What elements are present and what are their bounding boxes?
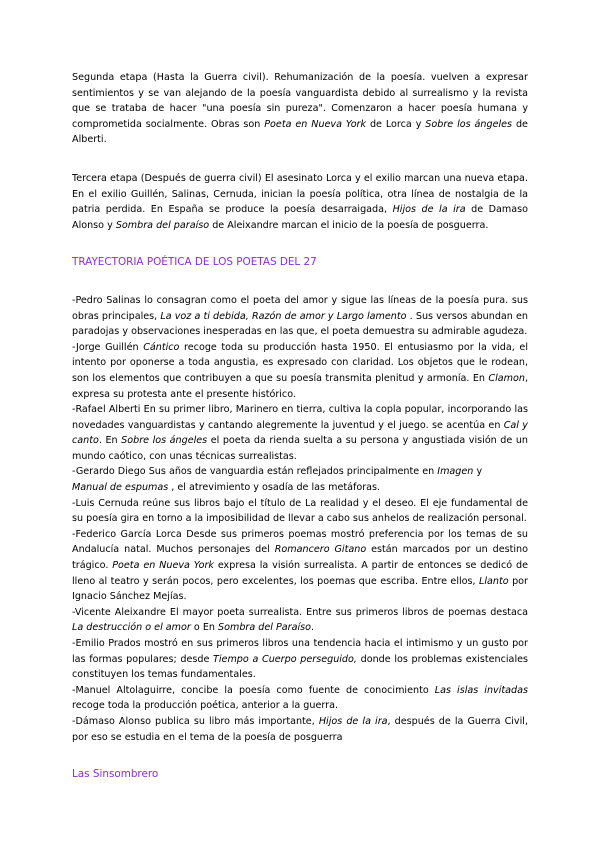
book-title: La destrucción o el amor [72,622,191,634]
book-title: Hijos de la ira [392,204,466,216]
book-title: Clamon [488,372,525,384]
book-title: Poeta en Nueva York [112,560,214,572]
entry-aleixandre [72,605,528,636]
book-title: La voz a ti debida, Razón de amor y Largo lamento [160,310,407,322]
text-run: , el atrevimiento y osadía de las metáforas. [168,482,381,494]
book-title: Sobre los ángeles [425,118,513,130]
text-run: , después de la Guerra Civil, por eso se estudia en el tema de la poesía de posguerra [72,715,528,743]
text-run: . En [98,435,122,447]
text-run: por Ignacio Sánchez Mejías. [72,575,528,603]
text-run: de Lorca y [366,118,426,130]
entry-alberti [72,402,528,464]
entry-guillen [72,340,528,402]
text-run: . Sus versos abundan en paradojas y observaciones inesperadas en las que, el poeta demuestra su admirable agudeza. [72,310,528,338]
entry-cernuda: -Luis Cernuda reúne sus libros bajo el título de La realidad y el deseo. El eje fundamental de su poesía gira en torno a la imposibilidad de llevar a cabo sus anhelos de realización personal. [72,497,528,525]
book-title: Llanto [479,575,509,587]
text-run: recoge toda la producción poética, anterior a la guerra. [72,700,339,712]
text-run: -Rafael Alberti En su primer libro, Marinero en tierra, cultiva la copla popular, incorporando las novedades vanguardistas y cantando alegremente la juventud y el juego. se acentúa en [72,404,528,431]
text-run: -Emilio Prados mostró en sus primeros libros una tendencia hacia el intimismo y un gusto por las formas populares; desde [72,638,528,665]
entry-prados [72,636,528,683]
entry-diego-line1 [72,464,528,480]
book-title: Manual de espumas [72,482,169,494]
text-run: Tercera etapa (Después de guerra civil) El asesinato Lorca y el exilio marcan una nueva etapa. En el exilio Guillén, Salinas, Cernuda, inician la poesía política, otra línea de nostalgia de la patria perdida. En España se produce la poesía desarraigada, [72,172,528,216]
text-run: están marcados por un destino trágico. [72,544,528,572]
text-run: y [473,466,483,478]
paragraph-segunda-etapa [72,70,528,148]
book-title: Hijos de la ira [318,715,388,727]
section-heading-trayectoria: TRAYECTORIA POÉTICA DE LOS POETAS DEL 27 [72,256,317,269]
text-run: -Vicente Aleixandre El mayor poeta surrealista. Entre sus primeros libros de poemas destaca [72,606,528,618]
text-run: Segunda etapa (Hasta la Guerra civil). Rehumanización de la poesía. vuelven a expresar sentimientos y se van alejando de la poesía vanguardista debido al surrealismo y la revista que se trataba de hacer "una poesía sin pureza". Comenzaron a hacer poesía humana y comprometida socialmente. Obras son [72,72,528,130]
text-run: de Damaso Alonso y [72,204,528,231]
entry-diego-line2 [72,480,528,496]
entry-alonso [72,714,528,745]
text-run: recoge toda su producción hasta 1950. El entusiasmo por la vida, el intento por oponerse a toda angustia, es expresado con claridad. Los objetos que le rodean, son los elementos que contribuyen a que su poesía transmita plenitud y armonía. En [72,341,528,384]
entry-salinas [72,293,528,340]
book-title: Imagen [437,466,474,478]
text-run: donde los problemas existenciales constituyen los temas fundamentales. [72,653,529,681]
entry-lorca [72,527,528,605]
book-title: Cántico [143,341,180,353]
text-run: . [311,622,315,634]
book-title: Cal y canto [72,419,528,447]
book-title: Sombra del Paraíso [218,622,312,634]
text-run: -Dámaso Alonso publica su libro más importante, [72,715,319,727]
text-run: expresa la visión surrealista. A partir de entonces se dedicó de lleno al teatro y serán pocos, pero excelentes, los poemas que escriba. Entre ellos, [72,560,528,587]
book-title: Sobre los ángeles [121,435,208,447]
text-run: , expresa su protesta ante el presente histórico. [72,372,528,400]
text-run: de Aleixandre marcan el inicio de la poesía de posguerra. [209,219,489,231]
text-run: -Federico García Lorca Desde sus primeros poemas mostró preferencia por los temas de su Andalucía natal. Muchos personajes del [72,528,528,556]
section-heading-sinsombrero: Las Sinsombrero [72,768,159,781]
text-run: -Gerardo Diego Sus años de vanguardia están reflejados principalmente en [72,466,438,478]
text-run: -Jorge Guillén [72,341,144,353]
text-run: o En [190,622,219,634]
text-run: el poeta da rienda suelta a su persona y angustiada visión de un mundo caótico, con unas técnicas surrealistas. [72,435,528,462]
text-run: -Manuel Altolaguirre, concibe la poesía como fuente de conocimiento [72,684,435,696]
book-title: Romancero Gitano [274,544,367,556]
book-title: Sombra del paraíso [115,219,210,231]
book-title: Tiempo a Cuerpo perseguido, [213,653,357,665]
book-title: Poeta en Nueva York [264,118,367,130]
text-run: -Pedro Salinas lo consagran como el poeta del amor y sigue las líneas de la poesía pura. sus obras principales, [72,294,528,322]
paragraph-tercera-etapa [72,171,528,233]
entry-altolaguirre [72,683,528,714]
text-run: de Alberti. [72,118,528,146]
document-body [72,70,528,783]
book-title: Las islas invitadas [434,684,528,696]
